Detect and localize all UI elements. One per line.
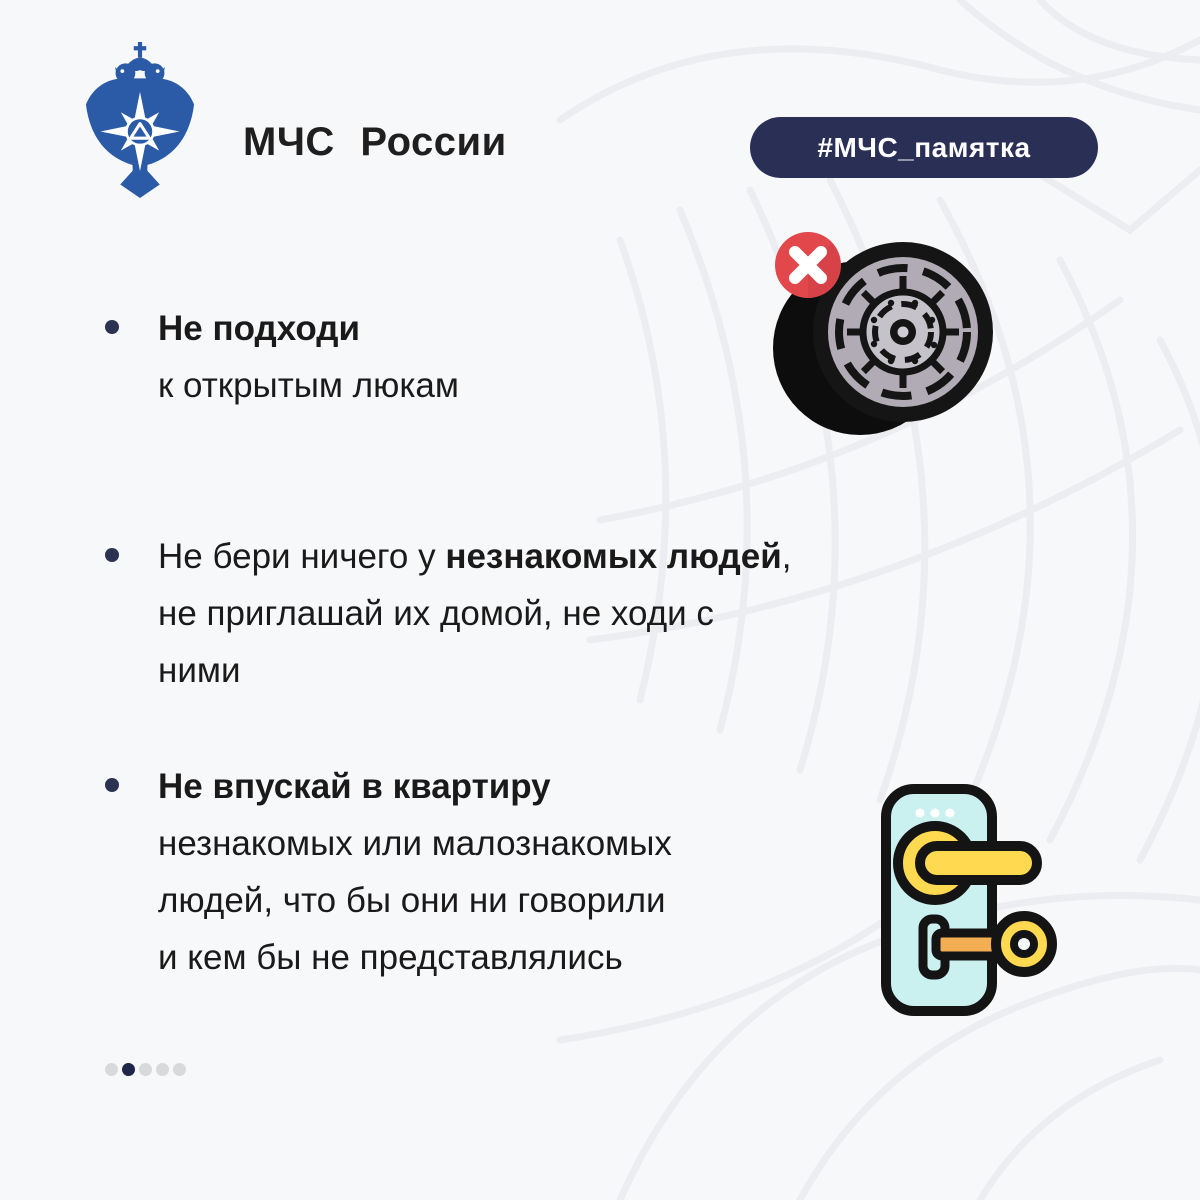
- page-title: МЧС России: [243, 120, 507, 164]
- rule-text: не приглашай их домой, не ходи с: [158, 594, 714, 633]
- rule-title: Не впускай в квартиру: [158, 767, 551, 806]
- bullet-dot-icon: [105, 778, 119, 792]
- pagination: [105, 1063, 186, 1076]
- page-dot-3[interactable]: [139, 1063, 152, 1076]
- rule-text: и кем бы не представлялись: [158, 938, 623, 977]
- rule-title: Не подходи: [158, 309, 360, 348]
- rule-item-apartment: [158, 758, 672, 986]
- bullet-dot-icon: [105, 548, 119, 562]
- page-dot-4[interactable]: [156, 1063, 169, 1076]
- rule-text: ними: [158, 651, 241, 690]
- bullet-dot-icon: [105, 320, 119, 334]
- page-dot-1[interactable]: [105, 1063, 118, 1076]
- door-handle-key-icon: [878, 783, 1073, 1018]
- hashtag-badge[interactable]: [750, 117, 1098, 178]
- mchs-emblem-logo-icon: [76, 42, 204, 198]
- rule-item-strangers: [158, 528, 791, 699]
- hashtag-badge-label: #МЧС_памятка: [817, 131, 1031, 163]
- rule-text: людей, что бы они ни говорили: [158, 881, 666, 920]
- open-manhole-icon: [770, 232, 1002, 437]
- rule-item-manholes: [158, 300, 459, 414]
- x-mark-icon: [775, 232, 841, 298]
- rule-text: к открытым люкам: [158, 366, 459, 405]
- rule-text: незнакомых или малознакомых: [158, 824, 672, 863]
- page-dot-5[interactable]: [173, 1063, 186, 1076]
- rule-text: Не бери ничего у незнакомых людей,: [158, 537, 792, 576]
- page-dot-2[interactable]: [122, 1063, 135, 1076]
